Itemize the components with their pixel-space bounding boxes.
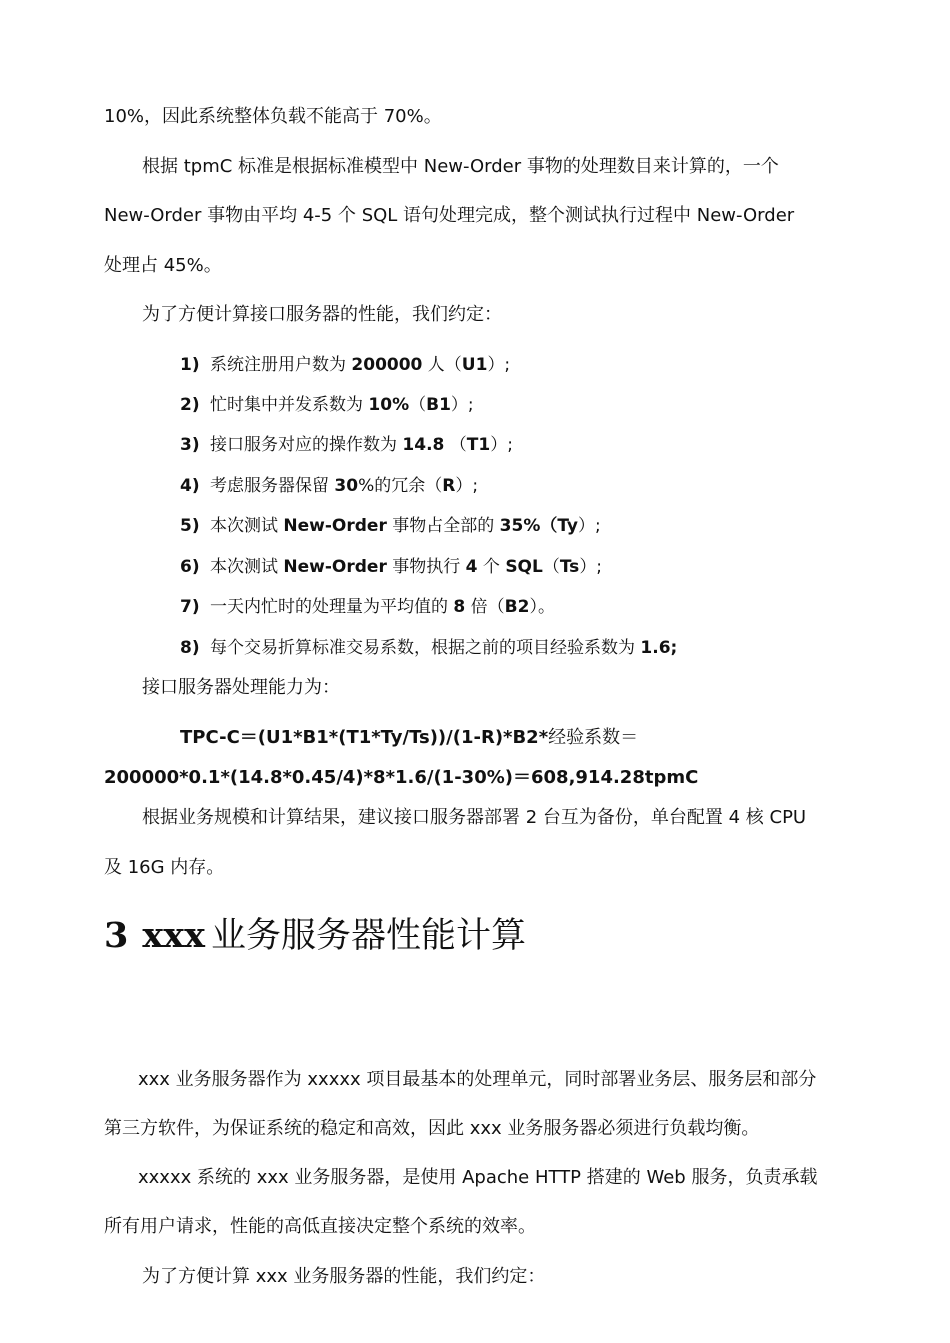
formula-line-2: 200000*0.1*(14.8*0.45/4)*8*1.6/(1-30%)＝608,914.28tpmC — [104, 767, 699, 788]
formula-coefficient: 经验系数＝ — [548, 727, 639, 748]
agreement-intro: 为了方便计算接口服务器的性能，我们约定： — [142, 304, 502, 325]
heading-title: 业务服务器性能计算 — [210, 916, 526, 956]
list-item: 8) 每个交易折算标准交易系数，根据之前的项目经验系数为 1.6; — [180, 638, 678, 658]
intro-line-3: New-Order 事物由平均 4-5 个 SQL 语句处理完成，整个测试执行过程中 New-Order — [104, 205, 795, 226]
section-heading — [104, 912, 526, 960]
list-number: 7) — [180, 597, 200, 617]
list-number: 8) — [180, 638, 200, 658]
list-number: 6) — [180, 557, 200, 577]
list-item: 3) 接口服务对应的操作数为 14.8 （T1）; — [180, 435, 513, 455]
list-number: 2) — [180, 395, 200, 415]
conclusion-line-1: 根据业务规模和计算结果，建议接口服务器部署 2 台互为备份，单台配置 4 核 CPU — [142, 807, 807, 828]
list-item: 7) 一天内忙时的处理量为平均值的 8 倍（B2）。 — [180, 597, 555, 617]
list-number: 5) — [180, 516, 200, 536]
list-item: 4) 考虑服务器保留 30%的冗余（R）; — [180, 476, 479, 496]
formula-expression: TPC-C＝(U1*B1*(T1*Ty/Ts))/(1-R)*B2* — [180, 727, 549, 748]
list-item: 1) 系统注册用户数为 200000 人（U1）; — [180, 355, 511, 375]
section-p1-line-1: xxx 业务服务器作为 xxxxx 项目最基本的处理单元，同时部署业务层、服务层和部分 — [138, 1069, 817, 1090]
list-item: 6) 本次测试 New-Order 事物执行 4 个 SQL（Ts）; — [180, 557, 603, 577]
capability-label: 接口服务器处理能力为： — [142, 677, 340, 698]
list-item: 5) 本次测试 New-Order 事物占全部的 35%（Ty）; — [180, 516, 601, 536]
formula-line-1 — [180, 726, 638, 750]
list-number: 4) — [180, 476, 200, 496]
section-p2-line-2: 所有用户请求，性能的高低直接决定整个系统的效率。 — [104, 1216, 536, 1237]
list-number: 1) — [180, 355, 200, 375]
list-item: 2) 忙时集中并发系数为 10%（B1）; — [180, 395, 474, 415]
intro-line-1: 10%，因此系统整体负载不能高于 70%。 — [104, 106, 442, 127]
conclusion-line-2: 及 16G 内存。 — [104, 857, 225, 878]
section-p3: 为了方便计算 xxx 业务服务器的性能，我们约定： — [142, 1266, 546, 1287]
heading-prefix: xxx — [142, 915, 205, 956]
intro-line-4: 处理占 45%。 — [104, 255, 222, 276]
heading-number: 3 — [104, 915, 129, 956]
section-p1-line-2: 第三方软件，为保证系统的稳定和高效，因此 xxx 业务服务器必须进行负载均衡。 — [104, 1118, 760, 1139]
intro-line-2: 根据 tpmC 标准是根据标准模型中 New-Order 事物的处理数目来计算的，一个 — [142, 156, 779, 177]
section-p2-line-1: xxxxx 系统的 xxx 业务服务器，是使用 Apache HTTP 搭建的 Web 服务，负责承载 — [138, 1167, 818, 1188]
list-number: 3) — [180, 435, 200, 455]
